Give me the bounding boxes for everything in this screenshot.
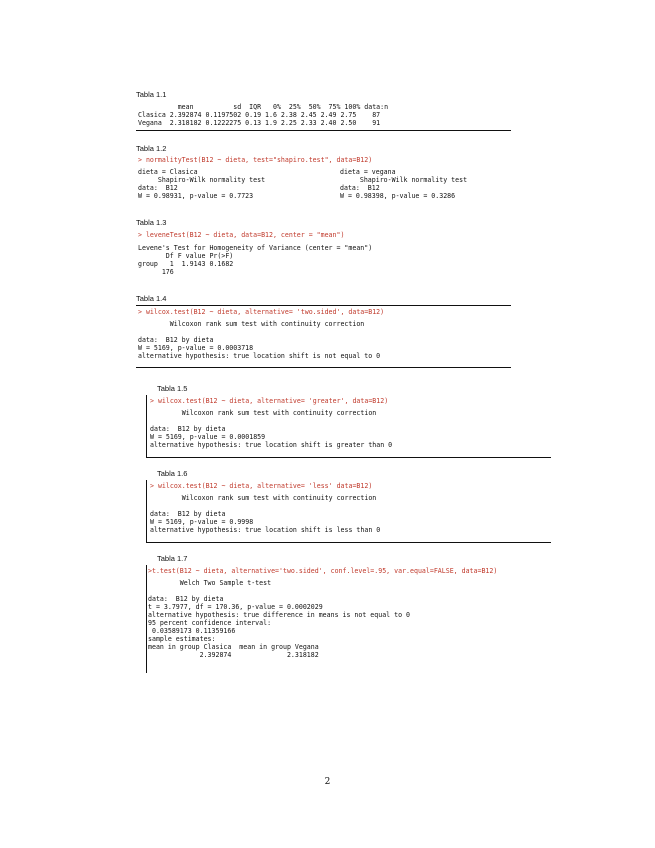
output-line bbox=[150, 502, 380, 510]
table-1-5-caption: Tabla 1.5 bbox=[157, 384, 188, 393]
r-command: > normalityTest(B12 ~ dieta, test="shapiro.test", data=B12) bbox=[138, 156, 373, 164]
table-1-3-output bbox=[138, 231, 372, 276]
output-line: W = 5169, p-value = 0.9998 bbox=[150, 518, 254, 526]
table-1-4-output bbox=[138, 308, 384, 360]
shapiro-right-column bbox=[340, 168, 467, 200]
output-line: dieta = vegana bbox=[340, 168, 396, 176]
output-line: data: B12 by dieta bbox=[150, 425, 226, 433]
output-line: group 1 1.9143 0.1682 bbox=[138, 260, 234, 268]
output-line: 95 percent confidence interval: bbox=[148, 619, 272, 627]
output-line: alternative hypothesis: true location shift is less than 0 bbox=[150, 526, 381, 534]
output-line: Wilcoxon rank sum test with continuity correction bbox=[150, 494, 377, 502]
output-line bbox=[150, 417, 392, 425]
output-line: alternative hypothesis: true location shift is greater than 0 bbox=[150, 441, 393, 449]
table-1-4-bottom-rule bbox=[136, 367, 511, 368]
table-1-7-left-rule bbox=[146, 565, 147, 673]
output-line: Welch Two Sample t-test bbox=[148, 579, 272, 587]
table-1-6-bottom-rule bbox=[146, 542, 551, 543]
table-1-1-caption: Tabla 1.1 bbox=[136, 90, 167, 99]
output-line: 0.03589173 0.11359166 bbox=[148, 627, 236, 635]
table-1-5-bottom-rule bbox=[146, 457, 551, 458]
output-line: W = 0.98398, p-value = 0.3286 bbox=[340, 192, 456, 200]
table-1-2-output bbox=[138, 156, 372, 164]
output-line: W = 5169, p-value = 0.0003718 bbox=[138, 344, 254, 352]
output-line: data: B12 by dieta bbox=[150, 510, 226, 518]
output-line: Wilcoxon rank sum test with continuity correction bbox=[138, 320, 365, 328]
shapiro-left-column bbox=[138, 168, 265, 200]
r-command: > wilcox.test(B12 ~ dieta, alternative= 'less' data=B12) bbox=[150, 482, 373, 490]
table-1-4-caption: Tabla 1.4 bbox=[136, 294, 167, 303]
table-1-7-output bbox=[148, 567, 497, 659]
table-1-6-caption: Tabla 1.6 bbox=[157, 469, 188, 478]
table-1-1-output bbox=[138, 103, 388, 127]
table-1-1-bottom-rule bbox=[136, 130, 511, 131]
output-line: mean in group Clasica mean in group Vegana bbox=[148, 643, 319, 651]
output-line: 176 bbox=[138, 268, 174, 276]
r-command: > wilcox.test(B12 ~ dieta, alternative= 'two.sided', data=B12) bbox=[138, 308, 385, 316]
r-command: >t.test(B12 ~ dieta, alternative='two.sided', conf.level=.95, var.equal=FALSE, data=B12) bbox=[148, 567, 498, 575]
output-line: W = 5169, p-value = 0.0001859 bbox=[150, 433, 266, 441]
output-line bbox=[148, 587, 497, 595]
table-1-5-output bbox=[150, 397, 392, 449]
output-line: data: B12 by dieta bbox=[148, 595, 224, 603]
page-number: 2 bbox=[324, 777, 331, 787]
table-1-5-left-rule bbox=[146, 395, 147, 457]
output-line: dieta = Clasica bbox=[138, 168, 198, 176]
table-1-3-caption: Tabla 1.3 bbox=[136, 218, 167, 227]
output-line: sample estimates: bbox=[148, 635, 216, 643]
output-line: Shapiro-Wilk normality test bbox=[340, 176, 468, 184]
r-command: > leveneTest(B12 ~ dieta, data=B12, center = "mean") bbox=[138, 231, 345, 239]
output-line bbox=[138, 328, 384, 336]
table-1-6-left-rule bbox=[146, 480, 147, 542]
output-line: data: B12 bbox=[340, 184, 380, 192]
output-line: alternative hypothesis: true location shift is not equal to 0 bbox=[138, 352, 381, 360]
output-line: data: B12 by dieta bbox=[138, 336, 214, 344]
r-command: > wilcox.test(B12 ~ dieta, alternative= 'greater', data=B12) bbox=[150, 397, 389, 405]
output-line: Df F value Pr(>F) bbox=[138, 252, 234, 260]
output-line: Shapiro-Wilk normality test bbox=[138, 176, 266, 184]
output-line: alternative hypothesis: true difference in means is not equal to 0 bbox=[148, 611, 411, 619]
output-line: data: B12 bbox=[138, 184, 178, 192]
output-line: Wilcoxon rank sum test with continuity correction bbox=[150, 409, 377, 417]
table-1-7-caption: Tabla 1.7 bbox=[157, 554, 188, 563]
output-line: 2.392874 2.318182 bbox=[148, 651, 319, 659]
summary-row-vegana: Vegana 2.318182 0.1222275 0.13 1.9 2.25 2.33 2.40 2.50 91 bbox=[138, 119, 381, 127]
table-1-2-caption: Tabla 1.2 bbox=[136, 144, 167, 153]
summary-header: mean sd IQR 0% 25% 50% 75% 100% data:n bbox=[138, 103, 389, 111]
output-line: Levene's Test for Homogeneity of Variance (center = "mean") bbox=[138, 244, 373, 252]
output-line: W = 0.98931, p-value = 0.7723 bbox=[138, 192, 254, 200]
table-1-6-output bbox=[150, 482, 380, 534]
summary-row-clasica: Clasica 2.392874 0.1197502 0.19 1.6 2.38 2.45 2.49 2.75 87 bbox=[138, 111, 381, 119]
table-1-4-top-rule bbox=[136, 305, 511, 306]
output-line: t = 3.7977, df = 170.36, p-value = 0.0002029 bbox=[148, 603, 323, 611]
